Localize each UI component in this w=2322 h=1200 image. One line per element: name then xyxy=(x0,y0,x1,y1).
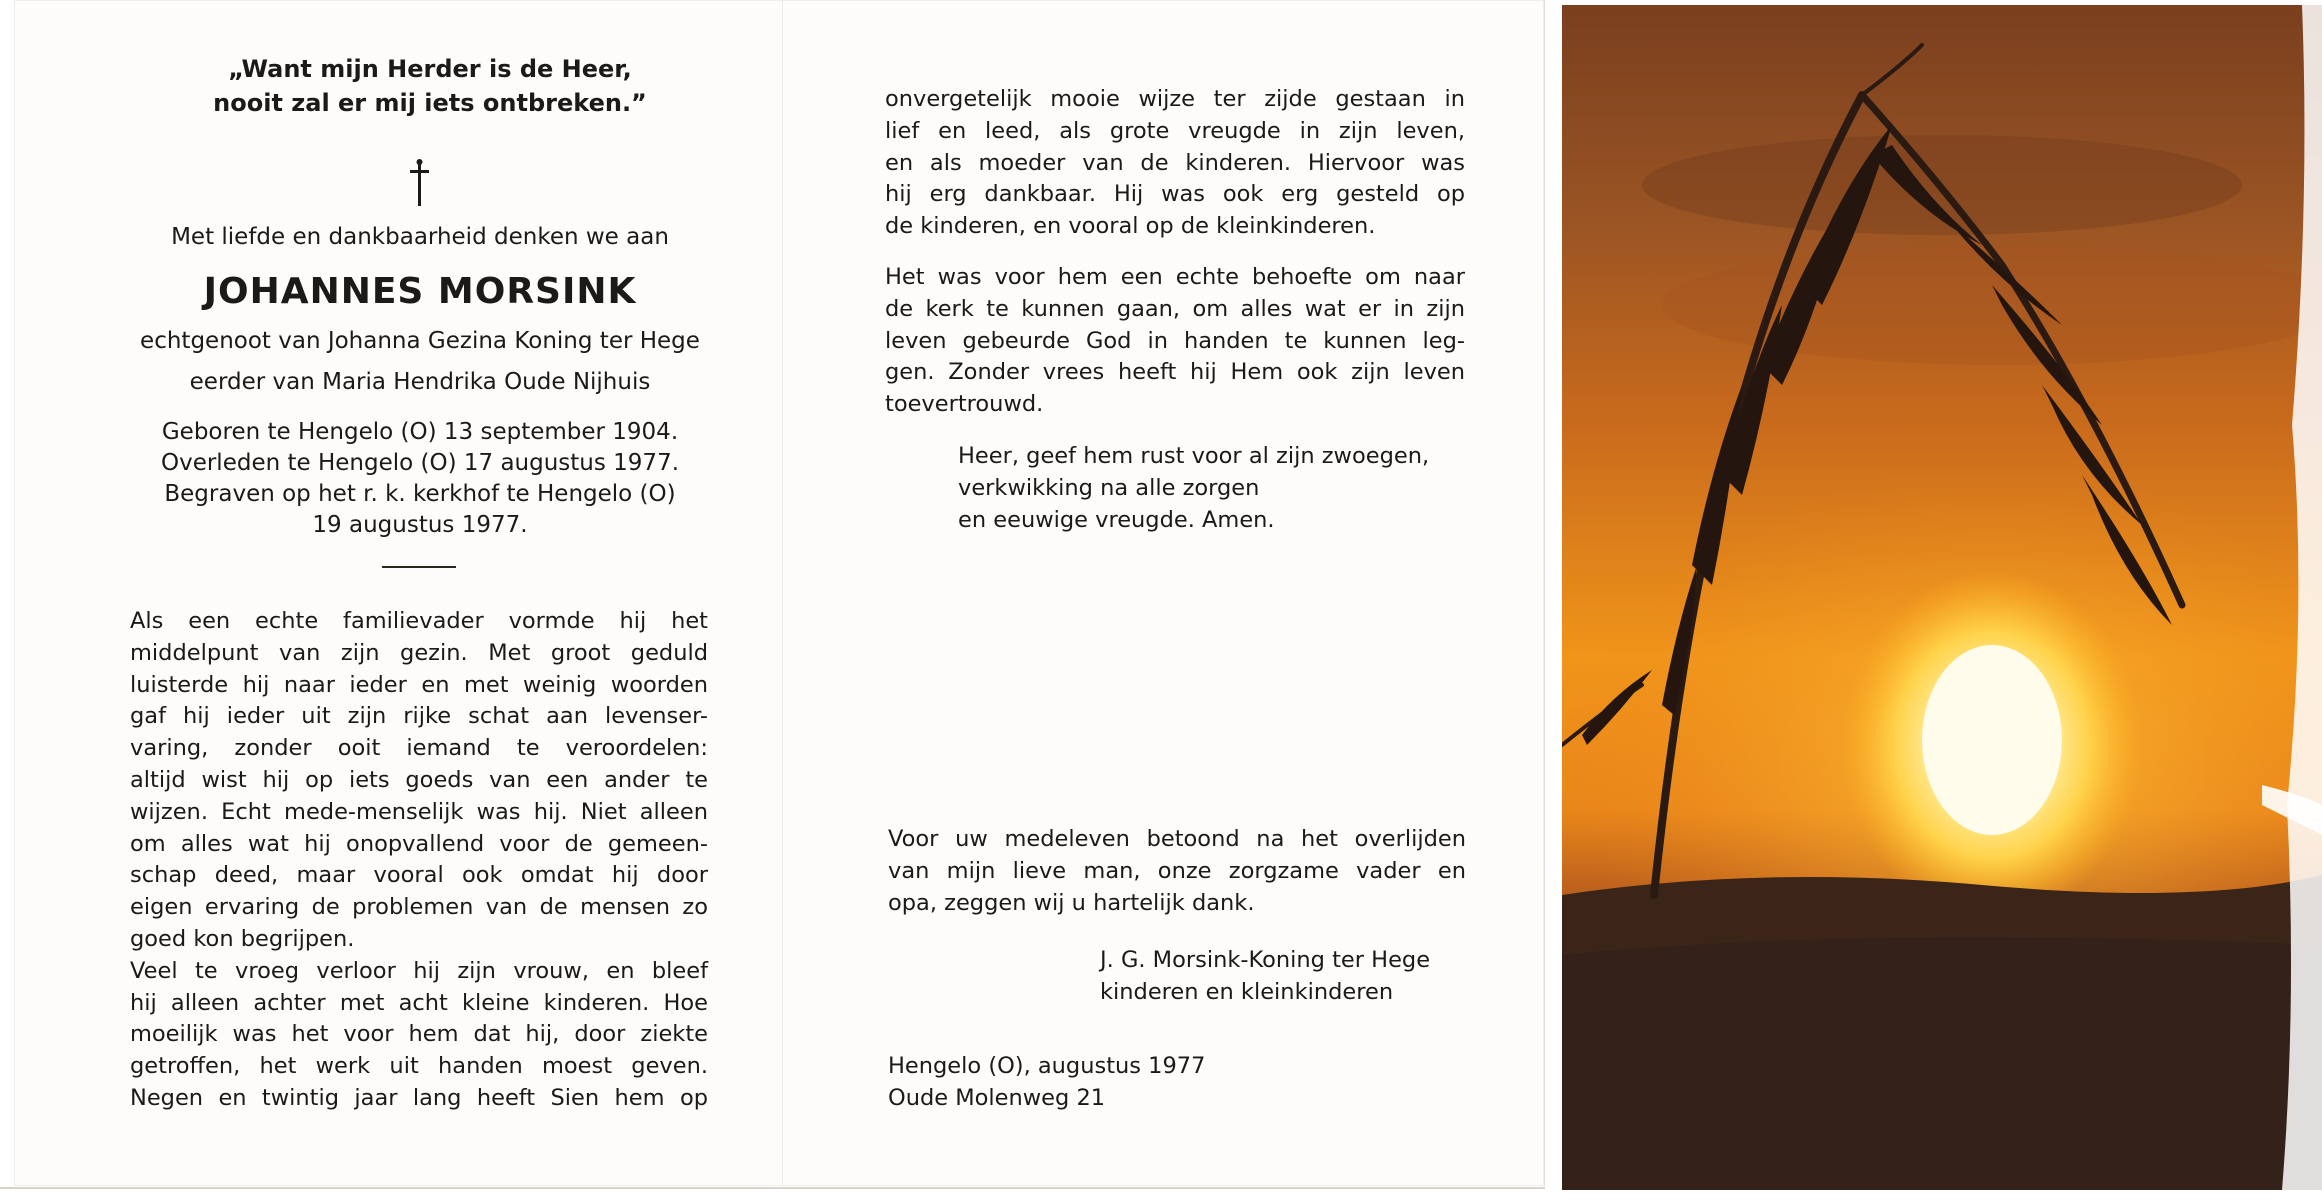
bio-line: Veel te vroeg verloor hij zijn vrouw, en bleef xyxy=(130,957,708,984)
bio-line: luisterde hij naar ieder en met weinig woorden xyxy=(130,671,708,698)
birth-line: Geboren te Hengelo (O) 13 september 1904. xyxy=(161,419,679,445)
bio-line: om alles wat hij onopvallend voor de gemeen- xyxy=(130,830,708,857)
bio-line: Als een echte familievader vormde hij het xyxy=(130,608,708,634)
life-dates xyxy=(110,417,730,541)
bio-line: Het was voor hem een echte behoefte om naar xyxy=(885,264,1465,290)
bio-line: altijd wist hij op iets goeds van een ander te xyxy=(130,766,708,793)
cross-icon xyxy=(390,156,450,212)
bio-line: de kinderen, en vooral op de kleinkinderen. xyxy=(885,213,1376,240)
bio-line: hij alleen achter met acht kleine kinderen. Hoe xyxy=(130,989,708,1016)
thanks-note xyxy=(888,824,1466,919)
burial-date-line: 19 augustus 1977. xyxy=(312,512,528,538)
motto-line: „Want mijn Herder is de Heer, xyxy=(228,55,632,83)
bio-line: middelpunt van zijn gezin. Met groot geduld xyxy=(130,639,708,666)
motto xyxy=(170,52,690,120)
bio-line: wijzen. Echt mede-menselijk was hij. Niet alleen xyxy=(130,798,708,825)
sunset-photo xyxy=(1562,5,2322,1190)
prayer-line: verkwikking na alle zorgen xyxy=(958,474,1260,501)
place-date: Hengelo (O), augustus 1977 xyxy=(888,1053,1206,1079)
faith-paragraph xyxy=(885,262,1465,421)
bio-line: en als moeder van de kinderen. Hiervoor was xyxy=(885,149,1465,176)
previous-spouse-line: eerder van Maria Hendrika Oude Nijhuis xyxy=(189,369,651,395)
page-fold xyxy=(782,0,783,1186)
bio-line: lief en leed, als grote vreugde in zijn leven, xyxy=(885,117,1465,144)
bio-line: eigen ervaring de problemen van de mensen zo xyxy=(130,894,708,921)
prayer-line: Heer, geef hem rust voor al zijn zwoegen, xyxy=(958,443,1430,469)
bio-line: gen. Zonder vrees heeft hij Hem ook zijn leven xyxy=(885,359,1465,386)
deceased-name: JOHANNES MORSINK xyxy=(203,271,637,312)
intro-text: Met liefde en dankbaarheid denken we aan xyxy=(171,224,669,250)
address xyxy=(888,1050,1328,1114)
thanks-line: opa, zeggen wij u hartelijk dank. xyxy=(888,889,1255,916)
bio-line: schap deed, maar vooral ook omdat hij door xyxy=(130,862,708,889)
prayer-line: en eeuwige vreugde. Amen. xyxy=(958,506,1275,533)
signature-line: J. G. Morsink-Koning ter Hege xyxy=(1100,947,1431,973)
bio-line: de kerk te kunnen gaan, om alles wat er in zijn xyxy=(885,295,1465,322)
street-address: Oude Molenweg 21 xyxy=(888,1085,1106,1111)
bio-line: leven gebeurde God in handen te kunnen leg- xyxy=(885,327,1465,354)
bio-line: getroffen, het werk uit handen moest geven. xyxy=(130,1053,708,1080)
bio-line: hij erg dankbaar. Hij was ook erg gesteld op xyxy=(885,181,1465,208)
biography xyxy=(130,606,708,1115)
spouse-line: echtgenoot van Johanna Gezina Koning ter Hege xyxy=(140,328,700,354)
death-line: Overleden te Hengelo (O) 17 augustus 1977. xyxy=(160,450,680,476)
signature xyxy=(1100,944,1540,1008)
bio-line: Negen en twintig jaar lang heeft Sien hem op xyxy=(130,1084,708,1111)
bio-line: toevertrouwd. xyxy=(885,391,1044,418)
bio-line: onvergetelijk mooie wijze ter zijde gestaan in xyxy=(885,86,1465,112)
bio-line: varing, zonder ooit iemand te veroordelen: xyxy=(130,735,708,762)
signature-line: kinderen en kleinkinderen xyxy=(1100,979,1394,1005)
bio-line: moeilijk was het voor hem dat hij, door ziekte xyxy=(130,1021,708,1048)
divider xyxy=(382,566,456,568)
bottom-edge-line xyxy=(0,1187,1545,1189)
bio-line: goed kon begrijpen. xyxy=(130,925,355,952)
thanks-line: Voor uw medeleven betoond na het overlijden xyxy=(888,826,1466,852)
thanks-line: van mijn lieve man, onze zorgzame vader en xyxy=(888,857,1466,884)
burial-line: Begraven op het r. k. kerkhof te Hengelo (O) xyxy=(164,481,676,507)
prayer xyxy=(958,441,1498,536)
bio-line: gaf hij ieder uit zijn rijke schat aan levenser- xyxy=(130,703,708,730)
biography-continued xyxy=(885,84,1465,243)
motto-line: nooit zal er mij iets ontbreken.” xyxy=(213,89,647,117)
